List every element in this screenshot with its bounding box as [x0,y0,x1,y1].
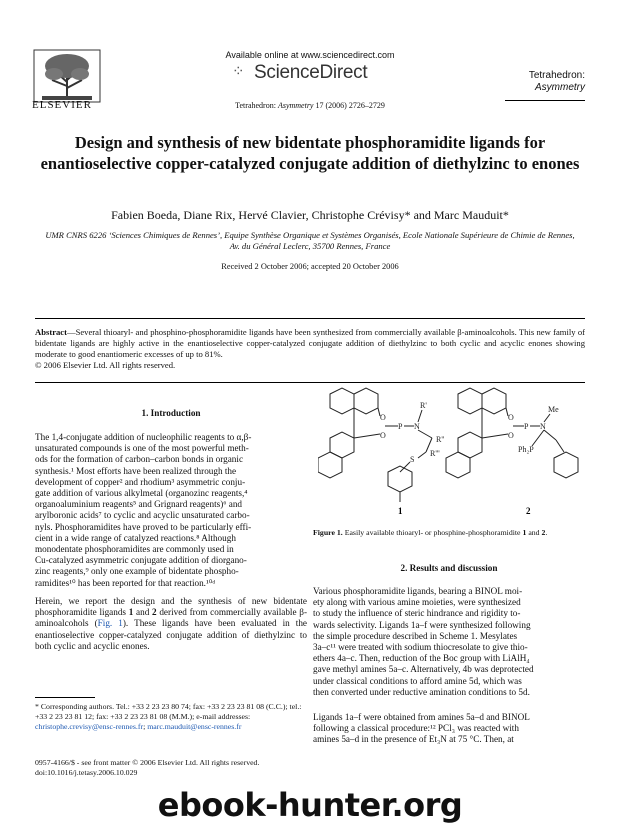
abstract-text: —Several thioaryl- and phosphino-phosphoramidite ligands have been synthesized from commercially available β-aminoalcohols. This new family of bidentate ligands are highly active in the enantioselective copper-catalyzed conjugate addition of diethylzinc to both cyclic and acyclic enones showing moderate to good enantiomeric excesses of up to 81%. [35,327,585,359]
journal-name: Tetrahedron: Asymmetry [485,70,585,101]
results-line: following a classical procedure:¹² PCl₃ was reacted with [313,723,519,734]
results-line: Ligands 1a–f were obtained from amines 5a–d and BINOL [313,712,530,722]
abstract-copyright: © 2006 Elsevier Ltd. All rights reserved. [35,360,176,370]
intro-line: development of copper² and rhodium³ asymmetric conju- [35,476,246,487]
article-title: Design and synthesis of new bidentate phosphoramidite ligands for enantioselective copper-catalyzed conjugate addition of diethylzinc to enones [40,133,580,173]
fig1-link[interactable]: Fig. 1 [97,618,123,629]
results-line: 3a–c¹¹ were treated with sodium thiocresolate to give thio- [313,642,528,653]
intro-line: gate addition of various alkylmetal (organozinc reagents,⁴ [35,488,248,499]
ligand-2-structure [446,388,578,478]
journal-rule [505,100,585,101]
group-r3: R''' [430,449,440,458]
intro-line: arylboronic acids⁷ to cyclic and acyclic unsaturated carbo- [35,510,250,521]
intro-line: Cu-catalyzed asymmetric conjugate addition of diorgano- [35,555,247,566]
intro-line: ramidites¹⁰ has been reported for that reaction.¹⁰ᵈ [35,577,216,588]
available-online[interactable]: Available online at www.sciencedirect.com [225,50,395,60]
abstract [35,327,585,371]
intro-line: ods for the formation of carbon–carbon bonds in organic [35,454,244,465]
intro-paragraph-2: Herein, we report the design and the synthesis of new bidentate phosphoramidite ligands 1 and 2 derived from commercially available β-aminoalcohols (Fig. 1). These ligands have been evaluated in the enantioselective copper-catalyzed conjugate addition of diethylzinc to both cyclic and acyclic enones. [35,596,308,651]
author-list: Fabien Boeda, Diane Rix, Hervé Clavier, Christophe Crévisy* and Marc Mauduit* [111,208,509,222]
watermark: ebook-hunter.org [157,786,463,824]
results-line: gave methyl amines 5a–c. Alternatively, 4b was deprotected [313,664,534,675]
email-crevisy[interactable]: christophe.crevisy@ensc-rennes.fr [35,721,144,731]
group-r1: R' [420,401,427,410]
abstract-bottom-rule [35,382,585,383]
figure-1-caption: Figure 1. Easily available thioaryl- or phosphine-phosphoramidite 1 and 2. [313,528,548,537]
atom-p: P [398,422,403,431]
results-line: to study the influence of steric hindrance and rigidity to- [313,608,521,619]
ligand-1-structure [318,388,445,502]
intro-line: synthesis.¹ Most efforts have been realized through the [35,465,237,476]
affiliation: UMR CNRS 6226 ‘Sciences Chimiques de Rennes’, Equipe Synthèse Organique et Systèmes Organisés, Ecole Nationale Supérieure de Chimie de Rennes, Av. du Général Leclerc, 35700 Rennes, France [45,230,575,251]
compound-label-1: 1 [398,506,403,516]
publisher-name: ELSEVIER [32,99,92,111]
atom-p: P [524,422,529,431]
atom-o: O [508,431,514,440]
group-r2: R'' [436,435,445,444]
results-line: amines 5a–d in the presence of Et₃N at 75 °C. Then, at [313,734,514,745]
sciencedirect-brand [232,62,367,84]
corresponding-footnote: * Corresponding authors. Tel.: +33 2 23 23 80 74; fax: +33 2 23 23 81 08 (C.C.); tel.: +33 2 23 23 81 12; fax: +33 2 23 23 81 08 (M.M.); e-mail addresses: christophe.crevisy@ensc-rennes.fr; marc.mauduit@ensc-rennes.fr [35,702,302,731]
intro-line: unsaturated compounds is one of the most powerful meth- [35,443,249,454]
results-line: Various phosphoramidite ligands, bearing a BINOL moi- [313,586,523,596]
group-me: Me [548,405,559,414]
intro-line: organoaluminium reagents⁵ and Grignard reagents)⁶ and [35,499,243,510]
brand-name: ScienceDirect [254,62,368,83]
issn-doi: 0957-4166/$ - see front matter © 2006 Elsevier Ltd. All rights reserved. doi:10.1016/j.tetasy.2006.10.029 [35,758,307,778]
intro-line: zinc reagents,⁹ only one example of bidentate phospho- [35,566,239,577]
sciencedirect-dots-icon: ⁘ [232,63,245,80]
received-dates: Received 2 October 2006; accepted 20 October 2006 [221,262,399,271]
intro-line: cient in a wide range of catalyzed reactions.⁸ Although [35,532,236,543]
results-line: ety along with various amine moieties, were synthesized [313,597,521,608]
group-ph2p: Ph₂P [518,445,534,454]
results-line: wards selectivity. Ligands 1a–f were synthesized following [313,619,531,630]
results-line: then converted under reductive amination conditions to 5d. [313,686,530,697]
results-paragraph-2 [313,712,585,746]
results-heading: 2. Results and discussion [400,563,498,573]
figure-1-structures [318,386,580,516]
atom-n: N [540,422,546,431]
atom-o: O [508,413,514,422]
atom-o: O [380,413,386,422]
intro-heading: 1. Introduction [141,408,201,418]
email-mauduit[interactable]: marc.mauduit@ensc-rennes.fr [147,721,242,731]
results-paragraph-1 [313,586,585,698]
results-line: ethers 4a–c. Then, reduction of the Boc group with LiAlH₄ [313,653,530,664]
results-line: under classical conditions to afford amine 5d, which was [313,675,522,686]
atom-n: N [414,422,420,431]
intro-paragraph-1 [35,432,307,589]
intro-line: nyls. Phosphoramidites have proved to be particularly effi- [35,521,252,532]
journal-citation: Tetrahedron: Asymmetry 17 (2006) 2726–2729 [235,101,385,110]
atom-s: S [410,455,415,464]
footnote-rule [35,697,95,698]
compound-label-2: 2 [526,506,531,516]
intro-line: monodentate phosphoramidites are commonly used in [35,544,234,555]
intro-line: The 1,4-conjugate addition of nucleophilic reagents to α,β- [35,432,252,442]
atom-o: O [380,431,386,440]
abstract-top-rule [35,318,585,319]
results-line: the simple procedure described in Scheme 1. Mesylates [313,630,518,641]
abstract-label: Abstract [35,327,67,337]
doi[interactable]: doi:10.1016/j.tetasy.2006.10.029 [35,768,138,777]
